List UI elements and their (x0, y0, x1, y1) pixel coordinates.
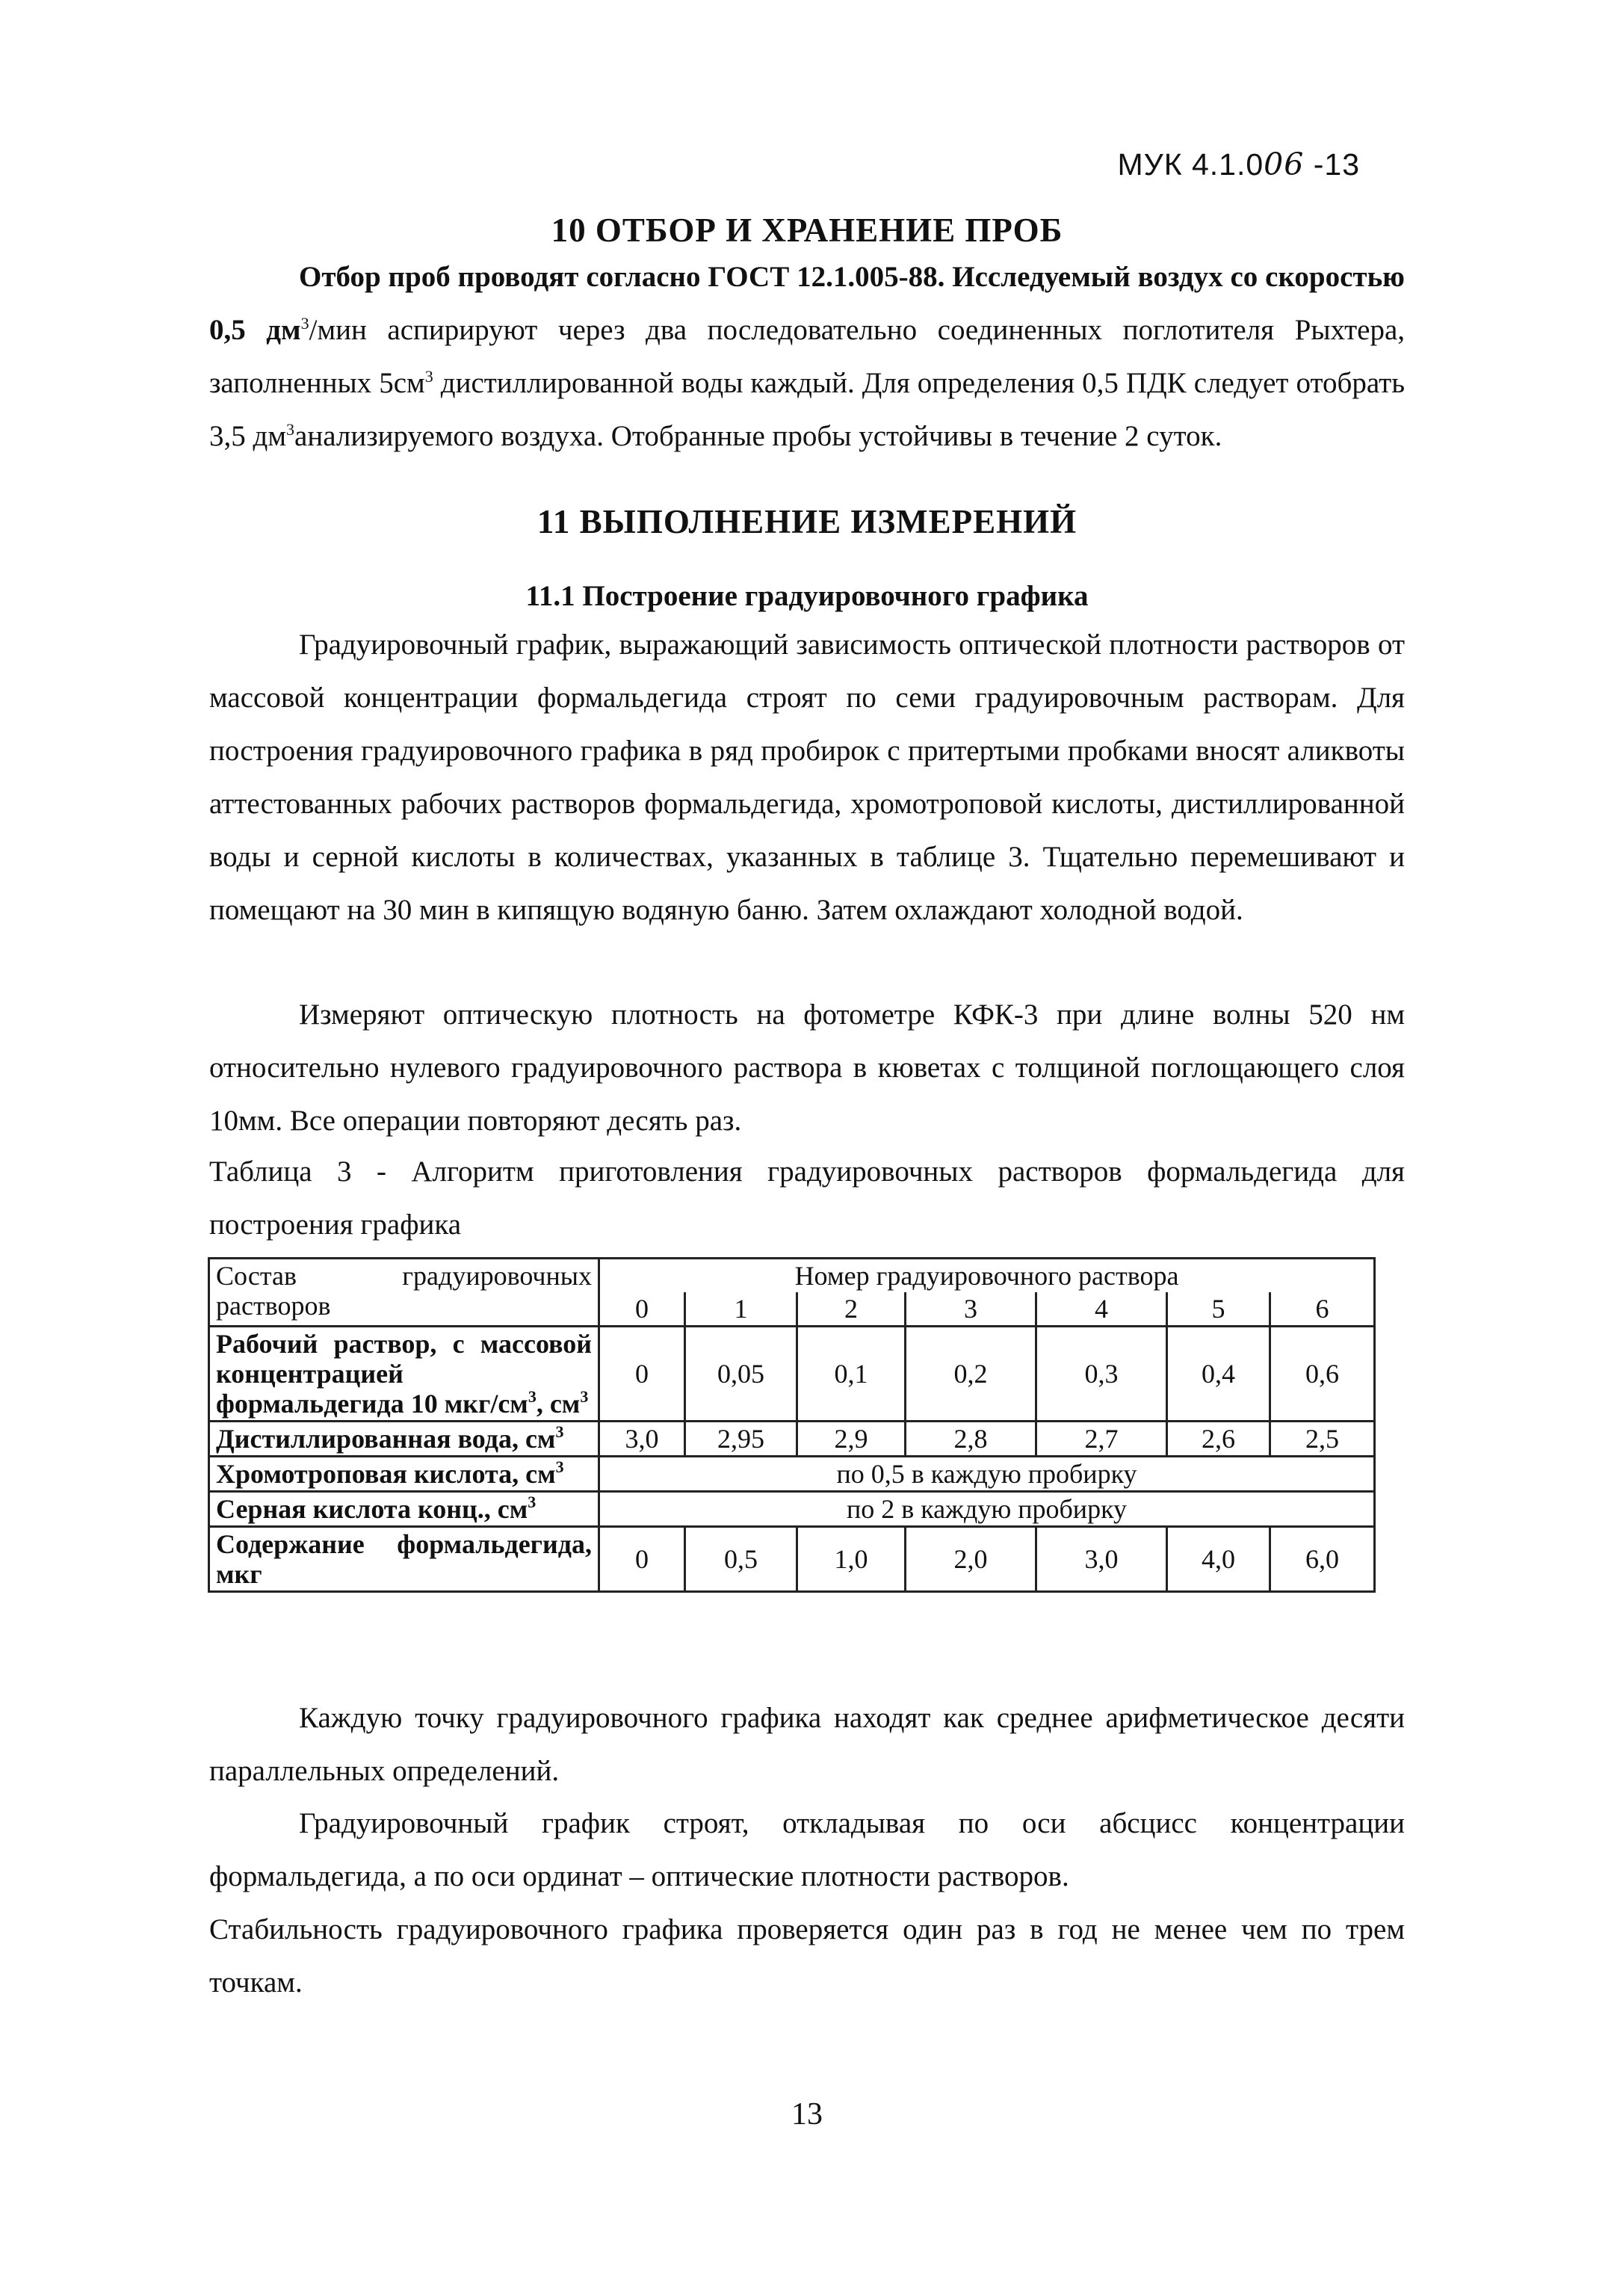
table-row-sulfuric-acid (209, 1492, 1375, 1527)
table-cell: 6,0 (1270, 1527, 1375, 1592)
superscript: 3 (555, 1422, 564, 1441)
text-run: дистиллированной воды каждый. Для определения 0,5 ПДК следует отобрать 3,5 дм (209, 367, 1406, 452)
table-head-number: 3 (906, 1292, 1036, 1327)
table-caption: Таблица 3 - Алгоритм приготовления градуировочных растворов формальдегида для построения графика (209, 1155, 1405, 1241)
superscript: 3 (528, 1387, 537, 1406)
table-row-working-solution (209, 1327, 1375, 1422)
after-table-paragraph-2: Градуировочный график строят, откладывая по оси абсцисс концентрации формальдегида, а по оси ординат – оптические плотности растворов. (209, 1807, 1405, 1892)
row-label (209, 1327, 599, 1422)
row-label (209, 1457, 599, 1492)
table-cell: 0,05 (685, 1327, 797, 1422)
superscript: 3 (286, 420, 295, 439)
superscript: 3 (300, 314, 309, 333)
superscript: 3 (555, 1457, 564, 1476)
table-cell: 0,1 (797, 1327, 906, 1422)
table-cell: 2,9 (797, 1422, 906, 1457)
section-10-paragraph (209, 250, 1405, 463)
table-cell: 2,5 (1270, 1422, 1375, 1457)
superscript: 3 (528, 1493, 537, 1511)
table-cell: 4,0 (1167, 1527, 1270, 1592)
table-header-row-1 (209, 1259, 1375, 1293)
table-cell: 3,0 (1036, 1527, 1167, 1592)
table-cell: 1,0 (797, 1527, 906, 1592)
table-head-group: Номер градуировочного раствора (599, 1259, 1375, 1293)
table-head-number: 5 (1167, 1292, 1270, 1327)
text-run: Отбор проб проводят согласно ГОСТ 12.1.005-88. Исследуемый воздух со скоростью 0,5 дм (209, 261, 1405, 346)
table-head-number: 0 (599, 1292, 685, 1327)
document-code (1118, 146, 1361, 182)
table-cell-merged: по 2 в каждую пробирку (599, 1492, 1375, 1527)
superscript: 3 (580, 1387, 589, 1406)
calibration-table (208, 1257, 1376, 1593)
text-run: Рабочий раствор, с массовой концентрацией формальдегида 10 мкг/см (216, 1329, 592, 1419)
table-row-chromotropic-acid (209, 1457, 1375, 1492)
section-11-paragraph-1: Градуировочный график, выражающий зависимость оптической плотности растворов от массовой концентрации формальдегида строят по семи градуировочным растворам. Для построения градуировочного графика в ряд пробирок с притертыми пробками вносят аликвоты аттестованных рабочих растворов формальдегида, хромотроповой кислоты, дистиллированной воды и серной кислоты в количествах, указанных в таблице 3. Тщательно перемешивают и помещают на 30 мин в кипящую водяную баню. Затем охлаждают холодной водой. (209, 629, 1405, 926)
text-run: анализируемого воздуха. Отобранные пробы устойчивы в течение 2 суток. (294, 420, 1222, 452)
text-run: , см (536, 1389, 581, 1419)
section-11-paragraph-2: Измеряют оптическую плотность на фотометре КФК-3 при длине волны 520 нм относительно нулевого градуировочного раствора в кюветах с толщиной поглощающего слоя 10мм. Все операции повторяют десять раз. (209, 999, 1405, 1137)
table-cell: 0 (599, 1327, 685, 1422)
superscript: 3 (424, 367, 433, 386)
table-head-label: Состав градуировочных растворов (209, 1259, 599, 1327)
table-cell: 0 (599, 1527, 685, 1592)
table-cell: 0,2 (906, 1327, 1036, 1422)
table-cell: 2,8 (906, 1422, 1036, 1457)
table-cell: 0,4 (1167, 1327, 1270, 1422)
text-run: Дистиллированная вода, см (216, 1424, 556, 1454)
table-cell: 2,7 (1036, 1422, 1167, 1457)
table-cell: 2,95 (685, 1422, 797, 1457)
row-label: Содержание формальдегида, мкг (209, 1527, 599, 1592)
table-row-distilled-water (209, 1422, 1375, 1457)
table-row-formaldehyde-content (209, 1527, 1375, 1592)
text-run: Хромотроповая кислота, см (216, 1459, 556, 1489)
row-label (209, 1422, 599, 1457)
table-cell: 3,0 (599, 1422, 685, 1457)
table-head-number: 4 (1036, 1292, 1167, 1327)
section-10-title: 10 ОТБОР И ХРАНЕНИЕ ПРОБ (551, 212, 1063, 249)
document-code-suffix: -13 (1304, 147, 1360, 182)
table-cell-merged: по 0,5 в каждую пробирку (599, 1457, 1375, 1492)
document-code-handwritten: 06 (1264, 146, 1305, 182)
document-code-prefix: МУК 4.1.0 (1117, 147, 1264, 182)
table-cell: 0,5 (685, 1527, 797, 1592)
section-11-1-subtitle: 11.1 Построение градуировочного графика (525, 580, 1089, 612)
table-cell: 2,6 (1167, 1422, 1270, 1457)
after-table-paragraph-3: Стабильность градуировочного графика проверяется один раз в год не менее чем по трем точкам. (209, 1913, 1405, 1999)
after-table-paragraph-1: Каждую точку градуировочного графика находят как среднее арифметическое десяти параллельных определений. (209, 1702, 1405, 1787)
page-number: 13 (791, 2097, 823, 2132)
table-head-number: 1 (685, 1292, 797, 1327)
table-head-number: 2 (797, 1292, 906, 1327)
text-run: Серная кислота конц., см (216, 1494, 528, 1524)
text-run: /мин аспирируют через два последовательно соединенных поглотителя Рыхтера, заполненных 5см (209, 314, 1406, 399)
table-cell: 2,0 (906, 1527, 1036, 1592)
section-11-title: 11 ВЫПОЛНЕНИЕ ИЗМЕРЕНИЙ (537, 503, 1077, 540)
row-label (209, 1492, 599, 1527)
table-head-number: 6 (1270, 1292, 1375, 1327)
table-cell: 0,6 (1270, 1327, 1375, 1422)
table-cell: 0,3 (1036, 1327, 1167, 1422)
